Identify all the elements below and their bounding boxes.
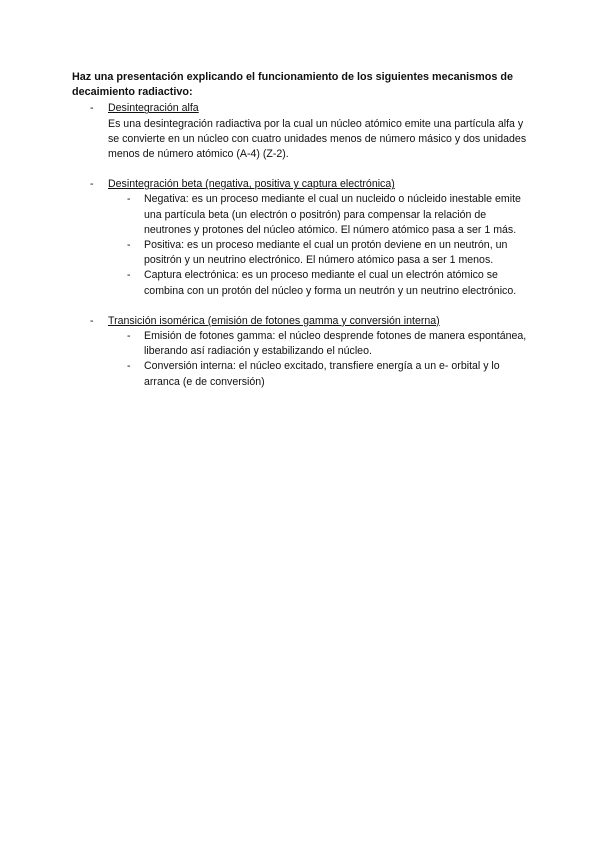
list-item [108,359,532,389]
section-heading: Desintegración alfa [108,102,199,115]
section-isomeric [72,314,532,390]
bullet-dash: - [90,314,94,327]
bullet-dash: - [127,239,131,252]
sub-list [108,329,532,390]
bullet-dash: - [127,193,131,206]
sub-list [108,192,532,298]
list-item [108,238,532,268]
section-beta [72,177,532,299]
list-item-text: Conversión interna: el núcleo excitado, transfiere energía a un e- orbital y lo arranca (e de conversión) [144,360,500,388]
bullet-dash: - [127,269,131,282]
section-heading: Desintegración beta (negativa, positiva y captura electrónica) [108,178,395,191]
section-heading: Transición isomérica (emisión de fotones gamma y conversión interna) [108,314,440,327]
list-item [108,329,532,359]
section-alpha [72,101,532,162]
mechanism-list [72,101,532,389]
list-item-text: Captura electrónica: es un proceso mediante el cual un electrón atómico se combina con un protón del núcleo y forma un neutrón y un neutrino electrónico. [144,269,517,297]
bullet-dash: - [90,178,94,191]
bullet-dash: - [90,102,94,115]
document-page [72,70,532,405]
section-body: Es una desintegración radiactiva por la cual un núcleo atómico emite una partícula alfa y se convierte en un núcleo con cuatro unidades menos de número másico y dos unidades menos de número atómico (A-4) (Z-2). [108,117,527,161]
list-item [108,192,532,238]
document-title: Haz una presentación explicando el funcionamiento de los siguientes mecanismos de decaimiento radiactivo: [72,71,513,99]
bullet-dash: - [127,330,131,343]
list-item-text: Emisión de fotones gamma: el núcleo desprende fotones de manera espontánea, liberando así radiación y estabilizando el núcleo. [144,330,527,358]
list-item [108,268,532,298]
list-item-text: Positiva: es un proceso mediante el cual un protón deviene en un neutrón, un positrón y un neutrino electrónico. El número atómico pasa a ser 1 menos. [144,239,508,267]
list-item-text: Negativa: es un proceso mediante el cual un nucleido o núcleido inestable emite una partícula beta (un electrón o positrón) para compensar la relación de neutrones y protones del núcleo atómico. El número atómico pasa a ser 1 más. [144,193,521,236]
bullet-dash: - [127,360,131,373]
